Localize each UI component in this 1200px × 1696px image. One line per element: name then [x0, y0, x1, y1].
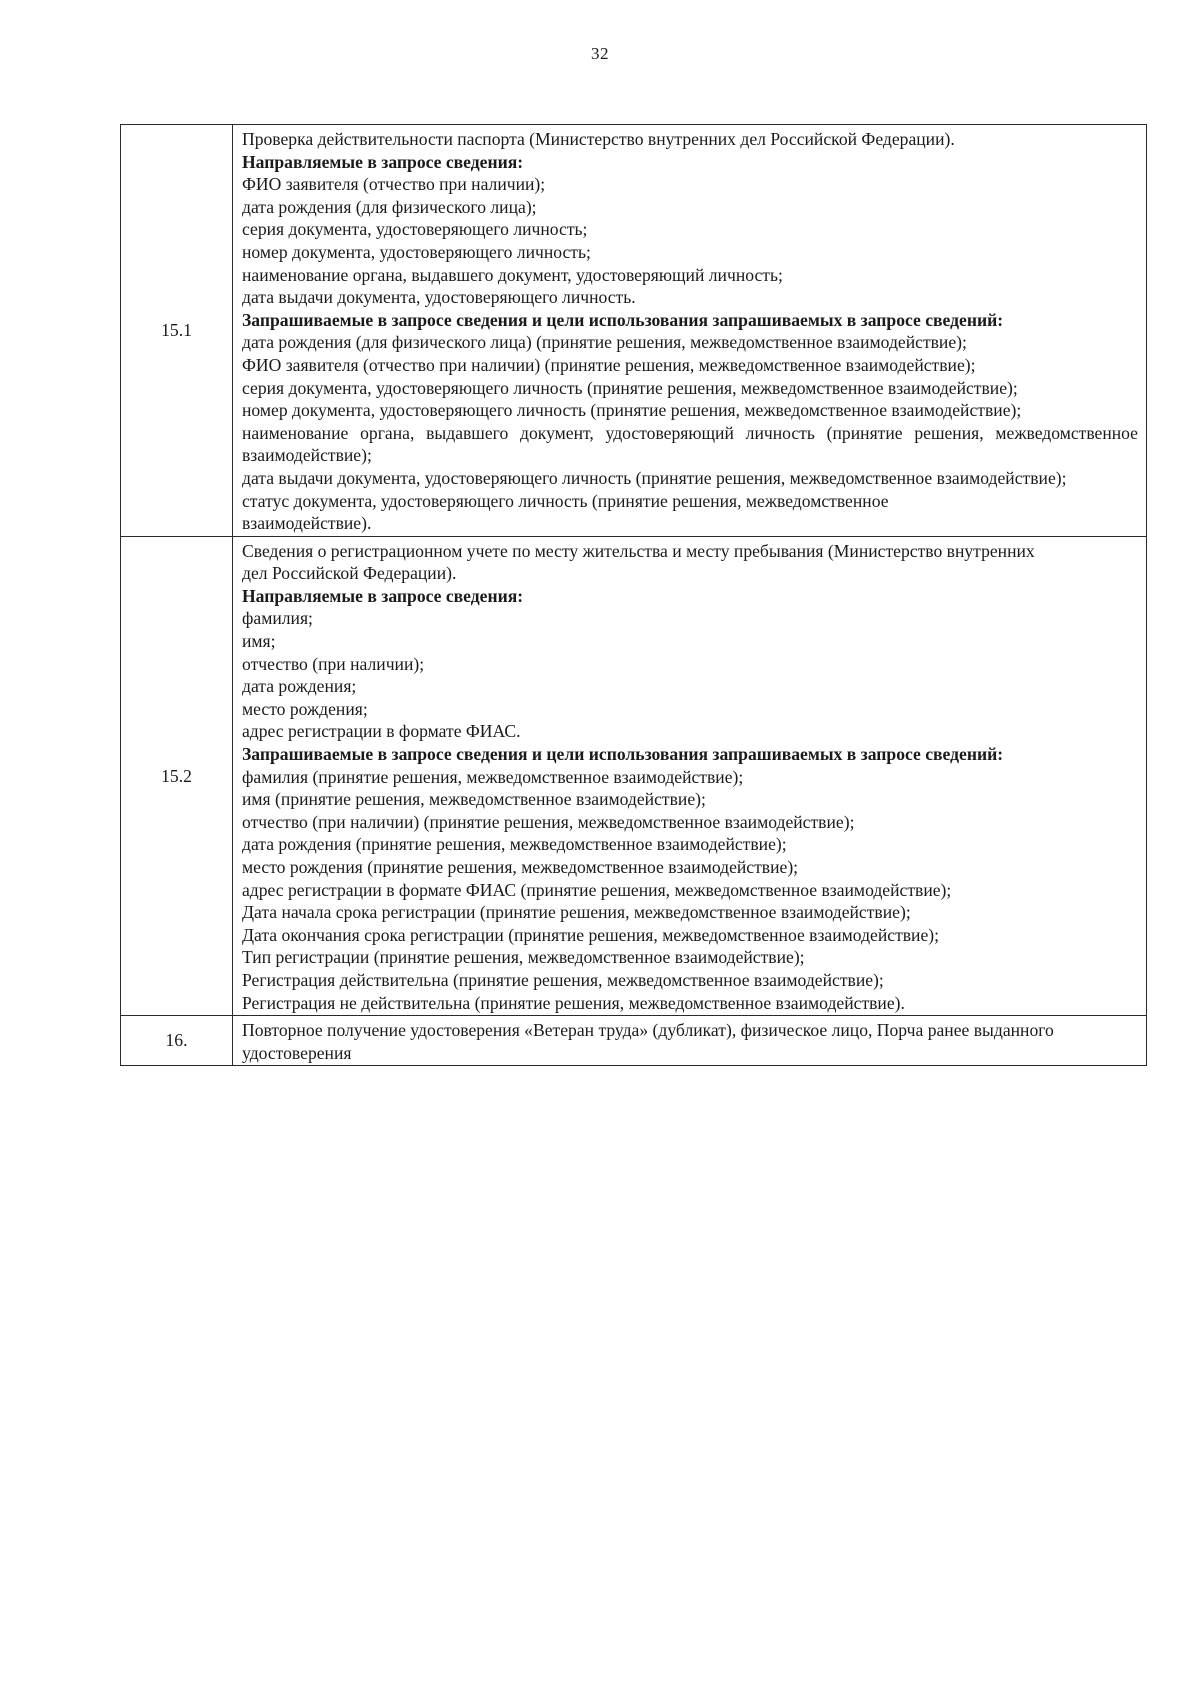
requested-item: дата выдачи документа, удостоверяющего личность (принятие решения, межведомственное взаимодействие); [242, 467, 1067, 488]
sent-item: дата выдачи документа, удостоверяющего личность. [242, 287, 636, 308]
sent-item: фамилия; [242, 608, 313, 629]
row-number: 15.1 [121, 125, 233, 537]
table-row [121, 125, 1147, 537]
sent-item: номер документа, удостоверяющего личность; [242, 241, 591, 262]
requested-item: фамилия (принятие решения, межведомственное взаимодействие); [242, 766, 744, 787]
requested-item: номер документа, удостоверяющего личность (принятие решения, межведомственное взаимодействие); [242, 400, 1022, 421]
row-number: 16. [121, 1016, 233, 1066]
requested-item: Регистрация не действительна (принятие решения, межведомственное взаимодействие). [242, 992, 905, 1013]
requested-item: статус документа, удостоверяющего личность (принятие решения, межведомственное взаимодействие). [242, 490, 889, 534]
row-title: Сведения о регистрационном учете по месту жительства и месту пребывания (Министерство внутренних дел Российской Федерации). [242, 540, 1035, 584]
requested-item: наименование органа, выдавшего документ, удостоверяющий личность (принятие решения, межведомственное взаимодействие); [242, 422, 1138, 466]
row-content [233, 536, 1147, 1015]
sent-item: серия документа, удостоверяющего личность; [242, 219, 588, 240]
requested-item: серия документа, удостоверяющего личность (принятие решения, межведомственное взаимодействие); [242, 377, 1018, 398]
sent-item: место рождения; [242, 698, 368, 719]
requested-header: Запрашиваемые в запросе сведения и цели использования запрашиваемых в запросе сведений: [242, 309, 1004, 330]
sent-item: дата рождения (для физического лица); [242, 196, 537, 217]
requested-item: имя (принятие решения, межведомственное взаимодействие); [242, 789, 706, 810]
requested-item: отчество (при наличии) (принятие решения, межведомственное взаимодействие); [242, 811, 855, 832]
requested-item: адрес регистрации в формате ФИАС (принятие решения, межведомственное взаимодействие); [242, 879, 952, 900]
page-number: 32 [591, 44, 609, 63]
sent-header: Направляемые в запросе сведения: [242, 585, 524, 606]
sent-item: адрес регистрации в формате ФИАС. [242, 721, 521, 742]
requested-item: дата рождения (для физического лица) (принятие решения, межведомственное взаимодействие); [242, 332, 967, 353]
requested-item: Дата окончания срока регистрации (принятие решения, межведомственное взаимодействие); [242, 924, 940, 945]
requested-item: ФИО заявителя (отчество при наличии) (принятие решения, межведомственное взаимодействие); [242, 354, 976, 375]
sent-item: ФИО заявителя (отчество при наличии); [242, 174, 546, 195]
requested-item: Тип регистрации (принятие решения, межведомственное взаимодействие); [242, 947, 805, 968]
requested-item: дата рождения (принятие решения, межведомственное взаимодействие); [242, 834, 787, 855]
row-number: 15.2 [121, 536, 233, 1015]
row-title: Повторное получение удостоверения «Ветеран труда» (дубликат), физическое лицо, Порча ранее выданного удостоверения [242, 1020, 1054, 1063]
row-content [233, 125, 1147, 537]
row-content [233, 1016, 1147, 1066]
document-table [120, 124, 1147, 1066]
table-row [121, 1016, 1147, 1066]
requested-item: Дата начала срока регистрации (принятие решения, межведомственное взаимодействие); [242, 902, 911, 923]
requested-item: Регистрация действительна (принятие решения, межведомственное взаимодействие); [242, 969, 884, 990]
table-row [121, 536, 1147, 1015]
sent-item: имя; [242, 631, 276, 652]
sent-header: Направляемые в запросе сведения: [242, 151, 524, 172]
requested-item: место рождения (принятие решения, межведомственное взаимодействие); [242, 857, 799, 877]
sent-item: отчество (при наличии); [242, 653, 425, 674]
sent-item: наименование органа, выдавшего документ, удостоверяющий личность; [242, 264, 783, 285]
sent-item: дата рождения; [242, 676, 357, 697]
requested-header: Запрашиваемые в запросе сведения и цели использования запрашиваемых в запросе сведений: [242, 744, 1004, 765]
row-title: Проверка действительности паспорта (Министерство внутренних дел Российской Федерации). [242, 129, 955, 149]
